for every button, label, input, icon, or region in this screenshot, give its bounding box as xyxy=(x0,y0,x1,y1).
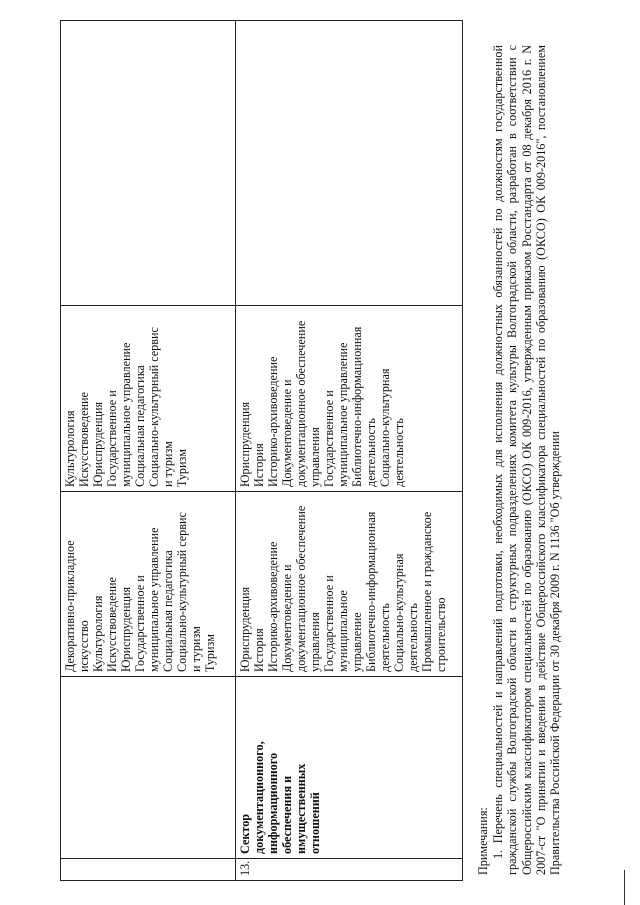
cell-line: Социально-культурный сервис xyxy=(147,327,161,487)
cell-line: Библиотечно-информационная xyxy=(350,326,364,487)
cell-line: Государственное и xyxy=(322,390,336,487)
cell-line: Социально-культурный сервис xyxy=(175,512,189,672)
cell-line: Социально-культурная деятельность xyxy=(392,553,420,672)
cell-line: Туризм xyxy=(203,634,217,672)
cell-line: Культурология xyxy=(91,595,105,672)
table-row xyxy=(61,21,236,881)
cell-line: Социальная педагогика xyxy=(161,550,175,672)
cell-line: Государственное и xyxy=(133,575,147,672)
cell-line: Юриспруденция xyxy=(119,586,133,672)
position-name-cell xyxy=(61,677,236,859)
cell-line: управления xyxy=(308,427,322,487)
cell-line: Социальная педагогика xyxy=(133,365,147,487)
qualification-table xyxy=(60,20,463,881)
cell-line: и туризм xyxy=(189,626,203,672)
cell-line: обеспечения и xyxy=(280,775,294,854)
cell-line: Юриспруденция xyxy=(91,401,105,487)
cell-line: муниципальное управление xyxy=(336,342,350,487)
cell-line: Историко-архивоведение xyxy=(266,356,280,487)
specialties-cell xyxy=(61,21,236,306)
cell-line: документационное обеспечение xyxy=(294,320,308,487)
cell-line: Искусствоведение xyxy=(105,577,119,672)
notes-section xyxy=(476,45,562,875)
cell-line: искусство xyxy=(77,620,91,672)
cell-line: отношений xyxy=(308,792,322,854)
cell-line: Документоведение и xyxy=(280,564,294,672)
cell-line: История xyxy=(252,628,266,672)
notes-text: 1. Перечень специальностей и направлений подготовки, необходимых для исполнения должностных обязанностей по должностям государственной гражданской службы Волгоградской области в структурных подразделениях комитета культуры Волгоградской области, разработан в соответствии с Общероссийским классификатором специальностей по образованию (ОКСО) ОК 009-2016, утвержденным приказом Росстандарта от 08 декабря 2016 г. N 2007-ст "О принятии и введении в действие Общероссийского классификатора специальностей по образованию (ОКСО) ОК 009-2016", постановлением Правительства Российской Федерации от 30 декабря 2009 г. N 1136 "Об утверждении xyxy=(491,45,563,875)
cell-line: Социально-культурная xyxy=(378,368,392,487)
cell-line: Библиотечно-информационная xyxy=(364,511,378,672)
cell-line: информационного xyxy=(266,752,280,854)
position-name-cell xyxy=(236,677,463,859)
specialties-cell xyxy=(61,306,236,492)
cell-line: муниципальное управление xyxy=(147,527,161,672)
cell-line: Государственное и муниципальное xyxy=(322,575,350,672)
table-row xyxy=(236,21,463,881)
cell-line: Юриспруденция xyxy=(238,401,252,487)
cell-line: История xyxy=(252,443,266,487)
row-number-cell xyxy=(61,859,236,881)
cell-line: Документоведение и xyxy=(280,379,294,487)
specialties-cell xyxy=(61,492,236,677)
cell-line: управление xyxy=(350,612,364,672)
cell-line: деятельность xyxy=(364,418,378,487)
cell-line: Искусствоведение xyxy=(77,392,91,487)
cell-line: деятельность xyxy=(392,418,406,487)
cell-line: Туризм xyxy=(175,449,189,487)
cell-line: муниципальное управление xyxy=(119,342,133,487)
cell-line: имущественных xyxy=(294,763,308,854)
cell-line: документационное обеспечение xyxy=(294,505,308,672)
cell-line: Юриспруденция xyxy=(238,586,252,672)
cell-line: Государственное и xyxy=(105,390,119,487)
cell-line: управления xyxy=(308,612,322,672)
specialties-cell xyxy=(236,306,463,492)
cell-line: Промышленное и гражданское xyxy=(420,511,434,672)
cell-line: Декоративно-прикладное xyxy=(63,540,77,672)
cell-line: деятельность xyxy=(378,603,392,672)
cell-line: Культурология xyxy=(63,410,77,487)
notes-title: Примечания: xyxy=(476,807,490,875)
cell-line: Сектор xyxy=(238,813,252,854)
specialties-cell xyxy=(236,21,463,306)
cell-line: документационного, xyxy=(252,741,266,854)
scan-edge-line xyxy=(624,870,625,905)
cell-line: строительство xyxy=(434,597,448,672)
specialties-cell xyxy=(236,492,463,677)
cell-line: и туризм xyxy=(161,441,175,487)
row-number: 13. xyxy=(236,859,463,881)
cell-line: Историко-архивоведение xyxy=(266,541,280,672)
